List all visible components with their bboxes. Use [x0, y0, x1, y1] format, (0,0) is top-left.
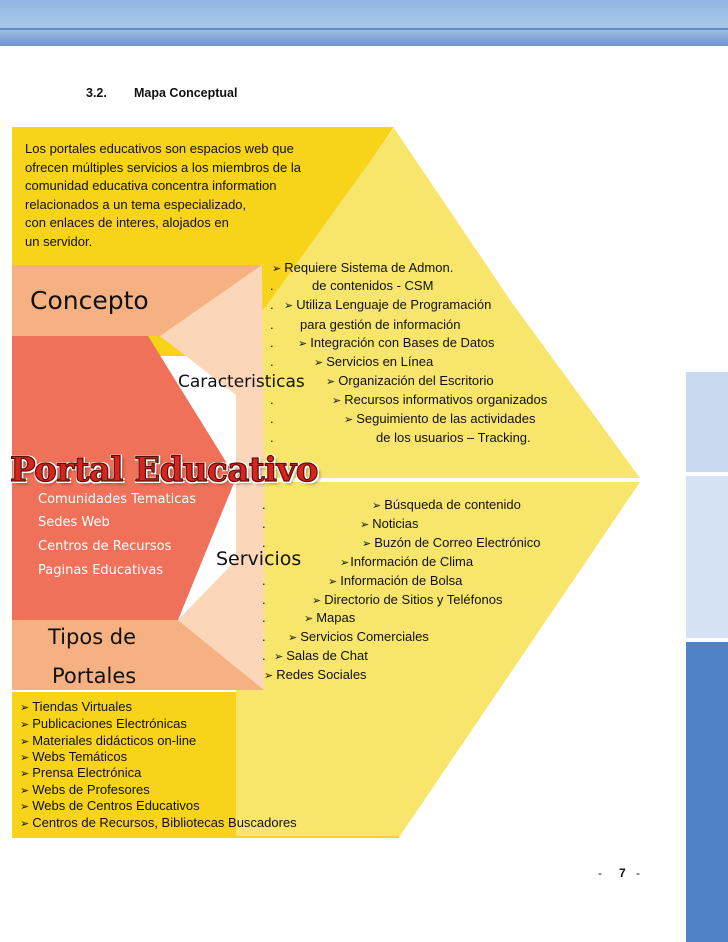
arrow-bullet-icon: ➢ — [20, 818, 30, 830]
section-title: Mapa Conceptual — [134, 86, 238, 100]
concepto-label: Concepto — [30, 286, 149, 315]
caracteristica-item: ➢ Requiere Sistema de Admon. — [272, 260, 454, 275]
caracteristica-item: ➢ Organización del Escritorio — [326, 373, 494, 388]
section-heading — [86, 86, 238, 100]
servicio-item: . ➢ Buzón de Correo Electrónico — [262, 535, 541, 550]
arrow-bullet-icon: ➢ — [20, 702, 30, 714]
caracteristica-item: . para gestión de información — [270, 317, 461, 332]
servicio-item: . ➢ Directorio de Sitios y Teléfonos — [262, 592, 503, 607]
tipo-item: ➢ Webs de Profesores — [20, 782, 150, 797]
tipo-item: ➢ Centros de Recursos, Bibliotecas Buscadores — [20, 815, 297, 830]
page-number-right-dash: - — [636, 866, 640, 880]
definition-line: con enlaces de interes, alojados en — [25, 215, 229, 230]
caracteristica-item: . ➢ Recursos informativos organizados — [270, 392, 548, 407]
arrow-bullet-icon: ➢ — [272, 263, 282, 275]
servicio-item: ➢ Redes Sociales — [264, 667, 367, 682]
arrow-bullet-icon: ➢ — [360, 519, 370, 531]
header-band — [0, 0, 728, 46]
servicio-item: . ➢ Servicios Comerciales — [262, 629, 429, 644]
comunidad-item: Comunidades Tematicas — [38, 492, 197, 507]
tipo-item: ➢ Publicaciones Electrónicas — [20, 716, 187, 731]
caracteristica-item: . ➢ Seguimiento de las actividades — [270, 411, 536, 426]
section-number: 3.2. — [86, 86, 107, 100]
arrow-bullet-icon: ➢ — [288, 632, 298, 644]
arrow-bullet-icon: ➢ — [328, 576, 338, 588]
caracteristica-item: . ➢ Utiliza Lenguaje de Programación — [270, 297, 492, 312]
servicio-item: . ➢ Información de Bolsa — [262, 573, 463, 588]
comunidad-item: Centros de Recursos — [38, 539, 172, 554]
caracteristica-item: . ➢ Integración con Bases de Datos — [270, 335, 495, 350]
arrow-bullet-icon: ➢ — [274, 651, 284, 663]
arrow-bullet-icon: ➢ — [304, 613, 314, 625]
arrow-bullet-icon: ➢ — [20, 752, 30, 764]
servicios-label: Servicios — [216, 548, 302, 570]
tipos-label-line2: Portales — [52, 664, 137, 688]
caracteristica-item: . de los usuarios – Tracking. — [270, 430, 531, 445]
arrow-bullet-icon: ➢ — [20, 801, 30, 813]
page-number: 7 — [619, 866, 626, 880]
definition-line: Los portales educativos son espacios web que — [25, 141, 294, 156]
arrow-bullet-icon: ➢ — [20, 736, 30, 748]
servicio-item: . ➢ Búsqueda de contenido — [262, 497, 521, 512]
servicio-item: . ➢ Mapas — [262, 610, 356, 625]
definition-line: ofrecen múltiples servicios a los miembros de la — [25, 159, 301, 175]
arrow-bullet-icon: ➢ — [362, 538, 372, 550]
arrow-bullet-icon: ➢ — [312, 595, 322, 607]
servicio-item: . ➢ Salas de Chat — [262, 648, 368, 663]
concepto-definition — [25, 140, 345, 251]
definition-line: comunidad educativa concentra information — [25, 178, 277, 193]
arrow-bullet-icon: ➢ — [20, 785, 30, 797]
caracteristica-item: . de contenidos - CSM — [270, 278, 434, 293]
tipo-item: ➢ Prensa Electrónica — [20, 765, 142, 780]
servicio-item: ➢Información de Clima — [340, 554, 474, 569]
tipo-item: ➢ Webs Temáticos — [20, 749, 128, 764]
servicio-item: . ➢ Noticias — [262, 516, 419, 531]
arrow-bullet-icon: ➢ — [264, 670, 274, 682]
arrow-bullet-icon: ➢ — [332, 395, 342, 407]
portal-educativo-title: Portal Educativo — [10, 450, 318, 490]
page-number-left-dash: - — [598, 866, 602, 880]
tipos-label-line1: Tipos de — [48, 625, 137, 649]
arrow-bullet-icon: ➢ — [340, 557, 350, 569]
arrow-bullet-icon: ➢ — [344, 414, 354, 426]
comunidad-item: Paginas Educativas — [38, 563, 164, 578]
arrow-bullet-icon: ➢ — [326, 376, 336, 388]
caracteristica-item: . ➢ Servicios en Línea — [270, 354, 434, 369]
arrow-bullet-icon: ➢ — [314, 357, 324, 369]
definition-line: un servidor. — [25, 233, 93, 249]
tipo-item: ➢ Webs de Centros Educativos — [20, 798, 200, 813]
definition-line: relacionados a un tema especializado, — [25, 196, 247, 212]
arrow-bullet-icon: ➢ — [284, 300, 294, 312]
arrow-bullet-icon: ➢ — [372, 500, 382, 512]
arrow-bullet-icon: ➢ — [20, 768, 30, 780]
arrow-bullet-icon: ➢ — [20, 719, 30, 731]
caracteristicas-label: Caracteristicas — [178, 372, 305, 392]
tipo-item: ➢ Tiendas Virtuales — [20, 699, 132, 714]
header-rule — [0, 28, 728, 30]
arrow-bullet-icon: ➢ — [298, 338, 308, 350]
tipo-item: ➢ Materiales didácticos on-line — [20, 733, 197, 748]
comunidad-item: Sedes Web — [38, 515, 110, 530]
